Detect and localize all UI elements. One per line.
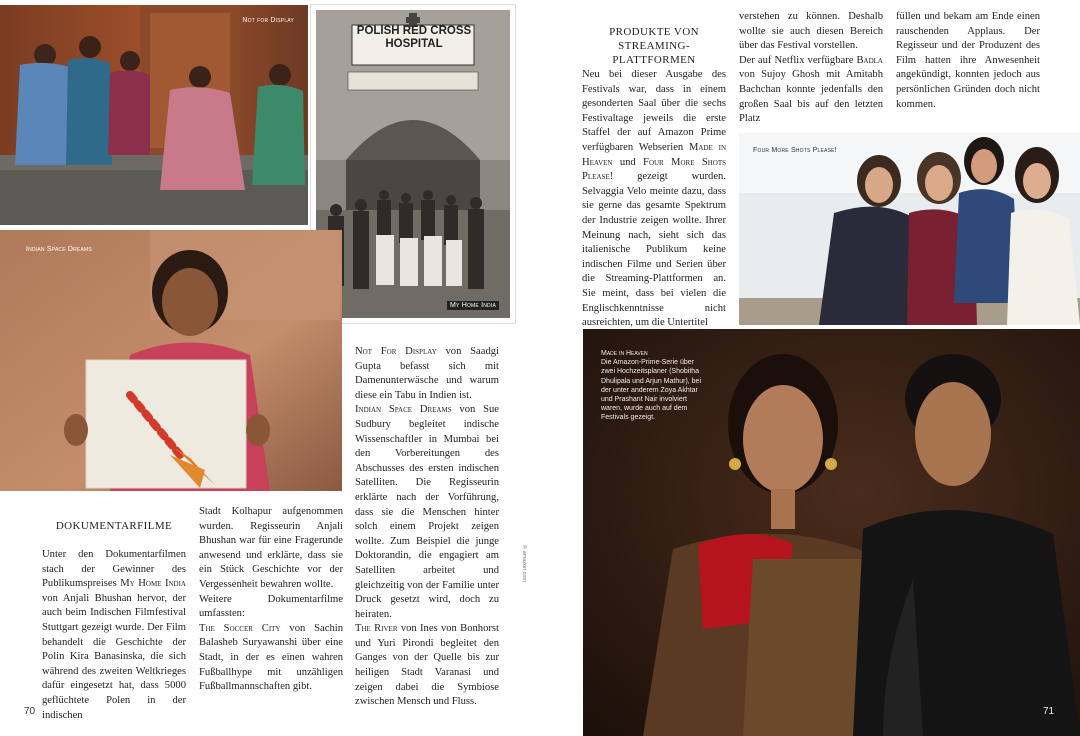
col2-paragraph-3: von Sachin Balasheb Suryawanshi über eine Stadt, in der es einen wahren Fußballhype mit unzähligen Fußballmannschaften gibt.	[199, 622, 343, 693]
col1-text-a: Unter den Dokumentarfilmen stach der Gewinner des Publikumspreises	[42, 549, 186, 590]
photo-made-in-heaven	[583, 329, 1080, 736]
title-made-in-heaven: Made in Heaven	[582, 141, 726, 168]
title-the-river: The River	[355, 623, 398, 635]
col2-paragraph-2: Weitere Dokumentarfilme umfassten:	[199, 593, 343, 620]
col4-text-b: gezeigt wurden. Selvaggia Velo meinte dazu, dass sie gerne das gesamte Spektrum der Industrie zeigen wollte. Ihrer Meinung nach, sieht sich das italienische Publikum keine indischen Filme und Serien über die Streaming-Plattformen an. Sie meint, dass bei vielen die Englischkenntnisse nicht ausreichten, um die Untertitel	[582, 171, 726, 329]
sign-text	[353, 25, 475, 51]
col4-text-a: Neu bei dieser Ausgabe des Festivals war, dass in einem gesonderten Saal über die sechs Festivaltage jeweils die erste Staffel der auf Amazon Prime verfügbaren Webserien	[582, 69, 726, 153]
column-2	[199, 505, 343, 695]
photo-four-more-shots	[739, 133, 1080, 325]
page-number-right: 71	[1043, 706, 1055, 717]
col3-paragraph-2: von Sue Sudbury begleitet indische Wissenschaftler in Mumbai bei den Vorbereitungen des Abschusses des ersten indischen Satelliten. Die Regisseurin erklärte nach der Vorführung, dass sie die Menschen hinter solch einem Projekt zeigen wollte. Zum Beispiel die junge Doktorandin, die engagiert am Satelliten arbeitet und gleichzeitig von der Familie unter Druck gesetzt wird, doch zu heiraten.	[355, 404, 499, 620]
girl-rocket-illustration	[0, 230, 342, 491]
page-number-left: 70	[24, 706, 36, 717]
col4-and: und	[619, 156, 636, 168]
title-badla: Badla	[856, 54, 883, 66]
title-indian-space-dreams: Indian Space Dreams	[355, 404, 452, 416]
col5-text-a: Der auf Netflix verfügbare	[739, 54, 854, 66]
col3-paragraph-1: von Saadgi Gupta befasst sich mit Damenunterwäsche und warum diese ein Tabu in Indien ist.	[355, 346, 499, 401]
red-cross-hospital-illustration	[316, 10, 510, 318]
col1-text-b: von Anjali Bhushan hervor, der auch beim Indischen Filmfestival Stuttgart gezeigt wurde. Der Film behandelt die Geschichte der Polin Kira Banasinska, die sich während des zweiten Weltkrieges dafür eingesetzt hat, dass 5000 geflüchtete Polen in der indischen	[42, 592, 186, 721]
column-4	[582, 68, 726, 331]
women-sitting-illustration	[0, 5, 308, 225]
col2-paragraph-1: Stadt Kolhapur aufgenommen wurden. Regisseurin Anjali Bhushan war für eine Fragerunde anwesend und erklärte, dass sie ein Stück Geschichte vor der Vergessenheit bewahren wollte.	[199, 506, 343, 590]
column-1	[42, 548, 186, 723]
heading-produkte-line-2: STREAMING-PLATTFORMEN	[612, 40, 696, 66]
title-not-for-display: Not For Display	[355, 346, 437, 357]
title-four-more-shots: Four More Shots Please!	[582, 156, 726, 183]
sign-line-2: HOSPITAL	[385, 38, 443, 50]
caption-my-home-india: My Home India	[447, 301, 499, 310]
col5-text-b: von Sujoy Ghosh mit Amitabh Bachchan konnte jedenfalls den großen Saal bis auf den letzten Platz	[739, 69, 883, 125]
heading-produkte-line-1: PRODUKTE VON	[609, 26, 699, 38]
caption-made-in-heaven-title: Made in Heaven	[601, 350, 648, 357]
col5-paragraph-1: verstehen zu können. Deshalb wollte sie auch diesen Bereich über das Festival vorstellen.	[739, 11, 883, 52]
caption-four-more-shots: Four More Shots Please!	[753, 147, 837, 154]
heading-produkte	[582, 25, 726, 67]
title-the-soccer-city: The Soccer City	[199, 622, 281, 634]
column-5	[739, 10, 883, 127]
caption-indian-space-dreams: Indian Space Dreams	[26, 246, 92, 253]
title-my-home-india: My Home India	[120, 578, 186, 590]
column-3	[355, 345, 499, 710]
four-women-illustration	[739, 133, 1080, 325]
photo-credit: © amazon.com	[521, 545, 527, 583]
caption-made-in-heaven-text: Die Amazon-Prime-Serie über zwei Hochzeitsplaner (Shobitha Dhulipala und Arjun Mathur), bei der unter anderem Zoya Akhtar und Prashant Nair involviert waren, wurde auch auf dem Festivals gezeigt.	[601, 359, 702, 422]
photo-not-for-display	[0, 5, 308, 225]
column-6	[896, 10, 1040, 112]
photo-indian-space-dreams	[0, 230, 342, 491]
caption-not-for-display: Not for Display	[242, 17, 294, 24]
sign-line-1: POLISH RED CROSS	[356, 25, 472, 37]
col3-paragraph-3: von Ines von Bonhorst und Yuri Pirondi begleitet den Ganges von der Quelle bis zur heiligen Stadt Varanasi und zeigen dabei die Symbiose zwischen Mensch und Fluss.	[355, 623, 499, 708]
col6-paragraph-1: füllen und bekam am Ende einen rauschenden Applaus. Der Regisseur und der Produzent des Film hatten ihre Anwesenheit angekündigt, konnten jedoch aus persönlichen Gründen doch nicht kommen.	[896, 11, 1040, 110]
heading-dokumentarfilme: DOKUMENTARFILME	[55, 520, 173, 532]
caption-made-in-heaven	[601, 349, 709, 423]
